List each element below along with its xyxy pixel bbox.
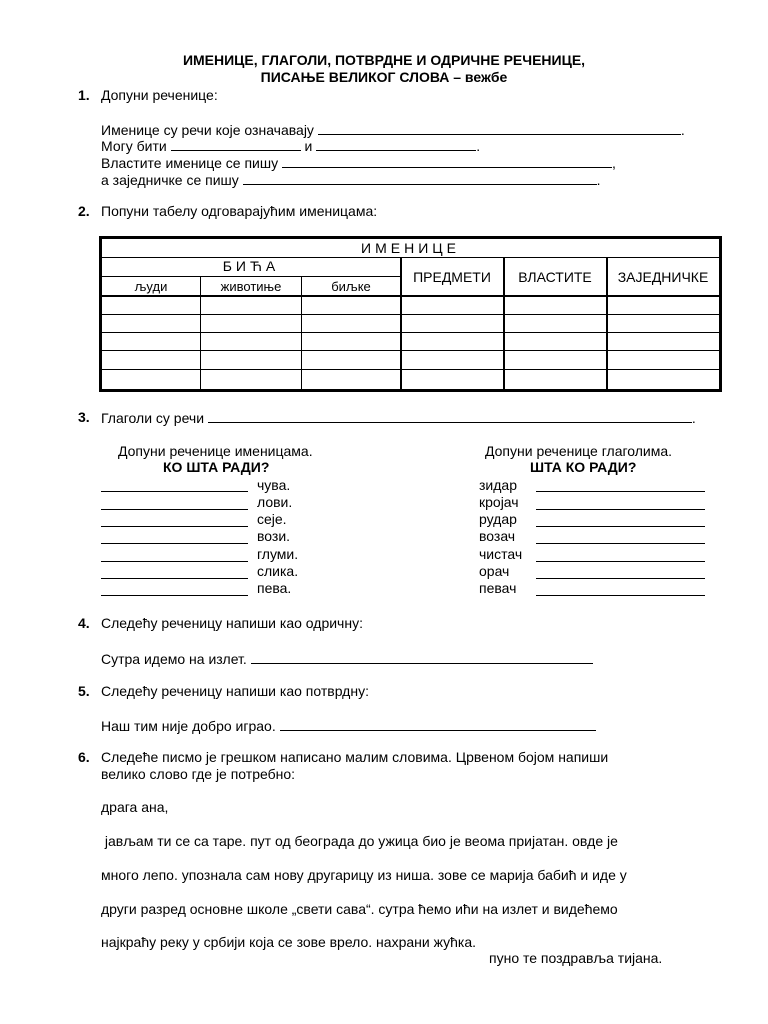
task1-answer-blank-5[interactable]: [243, 171, 597, 185]
task1-line2a-text: Могу бити: [101, 138, 167, 154]
left-question: КО ШТА РАДИ?: [163, 459, 270, 475]
letter-line-3: други разред основне школе „свети сава“. сутра ћемо ићи на излет и видећемо: [101, 901, 618, 917]
noun-blank[interactable]: [101, 491, 248, 492]
title-line-1: ИМЕНИЦЕ, ГЛАГОЛИ, ПОТВРДНЕ И ОДРИЧНЕ РЕЧЕНИЦЕ,: [182, 52, 586, 68]
task1-number: 1.: [78, 87, 90, 103]
table-rule: [102, 314, 719, 315]
verb-blank[interactable]: [536, 543, 705, 544]
task2-prompt: Попуни табелу одговарајућим именицама:: [101, 203, 378, 219]
title-line-2: ПИСАЊЕ ВЕЛИКОГ СЛОВА – вежбе: [260, 69, 508, 85]
task1-answer-blank-3[interactable]: [316, 137, 476, 151]
right-question: ШТА КО РАДИ?: [530, 459, 637, 475]
task6-prompt-line2: велико слово где је потребно:: [101, 766, 296, 782]
task3-number: 3.: [78, 409, 90, 425]
task5-line: [101, 717, 596, 734]
noun-word: рудар: [479, 511, 517, 527]
verb-word: слика.: [257, 563, 299, 579]
letter-greeting: драга ана,: [101, 799, 169, 815]
verb-word: вози.: [257, 528, 291, 544]
letter-line-4: најкраћу реку у србији која се зове врело. нахрани жућка.: [101, 934, 476, 950]
task4-answer-blank[interactable]: [251, 650, 593, 664]
noun-word: кројач: [479, 494, 519, 510]
verb-blank[interactable]: [536, 526, 705, 527]
task1-line1-dot: .: [680, 122, 685, 138]
task3-prompt: Глаголи су речи: [101, 410, 205, 426]
table-subheader-people: људи: [134, 279, 168, 294]
letter-line-1: јављам ти се са таре. пут од београда до ужица био је веома пријатан. овде је: [101, 833, 618, 849]
task5-answer-blank[interactable]: [280, 717, 596, 731]
noun-blank[interactable]: [101, 543, 248, 544]
task1-line3: [101, 154, 616, 171]
table-subheader-plants: биљке: [331, 279, 371, 294]
noun-blank[interactable]: [101, 595, 248, 596]
verb-word: лови.: [257, 494, 293, 510]
noun-blank[interactable]: [101, 509, 248, 510]
noun-word: орач: [479, 563, 510, 579]
task5-prompt: Следећу реченицу напиши као потврдну:: [101, 683, 369, 699]
task1-line4-text: а заједничке се пишу: [101, 172, 239, 188]
table-subheader-animals: животиње: [220, 279, 282, 294]
letter-line-2: много лепо. упознала сам нову другарицу из ниша. зове се марија бабић и иде у: [101, 867, 627, 883]
task3-dot: .: [691, 410, 696, 426]
noun-word: зидар: [479, 477, 517, 493]
task6-prompt-line1: Следеће писмо је грешком написано малим словима. Црвеном бојом напиши: [101, 749, 609, 765]
task3-answer-blank[interactable]: [208, 409, 692, 423]
table-rule: [102, 295, 719, 297]
table-header-proper: ВЛАСТИТЕ: [518, 269, 592, 285]
table-header-objects: ПРЕДМЕТИ: [413, 269, 491, 285]
verb-blank[interactable]: [536, 561, 705, 562]
table-rule: [102, 276, 400, 277]
task4-sentence: Сутра идемо на излет.: [101, 651, 247, 667]
task4-number: 4.: [78, 615, 90, 631]
task1-answer-blank-1[interactable]: [318, 121, 681, 135]
task1-line4-dot: .: [596, 172, 601, 188]
task1-line4: [101, 171, 601, 188]
task2-number: 2.: [78, 203, 90, 219]
table-rule: [102, 332, 719, 333]
letter-closing: пуно те поздравља тијана.: [489, 950, 663, 966]
verb-word: сеје.: [257, 511, 287, 527]
table-rule: [102, 350, 719, 351]
task1-line2-dot: .: [476, 138, 481, 154]
noun-word: чистач: [479, 546, 523, 562]
task3-line: [101, 409, 696, 426]
table-rule: [102, 369, 719, 370]
task4-line: [101, 650, 593, 667]
right-instruction: Допуни реченице глаголима.: [485, 443, 673, 459]
table-header-beings: БИЋА: [222, 258, 280, 274]
task6-number: 6.: [78, 749, 90, 765]
left-instruction: Допуни реченице именицама.: [118, 443, 313, 459]
table-rule: [503, 257, 505, 389]
task1-prompt: Допуни реченице:: [101, 87, 218, 103]
task1-line1-text: Именице су речи које означавају: [101, 122, 314, 138]
task1-line3-comma: ,: [611, 155, 616, 171]
nouns-table: [99, 236, 722, 392]
verb-blank[interactable]: [536, 595, 705, 596]
verb-blank[interactable]: [536, 578, 705, 579]
task1-answer-blank-2[interactable]: [171, 137, 301, 151]
task5-number: 5.: [78, 683, 90, 699]
task4-prompt: Следећу реченицу напиши као одричну:: [101, 615, 363, 631]
noun-word: певач: [479, 580, 517, 596]
verb-word: глуми.: [257, 546, 299, 562]
task5-sentence: Наш тим није добро играо.: [101, 718, 276, 734]
task1-line3-text: Властите именице се пишу: [101, 155, 279, 171]
verb-word: пева.: [257, 580, 292, 596]
verb-word: чува.: [257, 477, 291, 493]
table-rule: [606, 257, 608, 389]
verb-blank[interactable]: [536, 509, 705, 510]
task1-line1: [101, 121, 685, 138]
noun-word: возач: [479, 528, 516, 544]
task1-answer-blank-4[interactable]: [282, 154, 612, 168]
table-rule: [400, 257, 402, 389]
verb-blank[interactable]: [536, 491, 705, 492]
table-header-common: ЗАЈЕДНИЧКЕ: [617, 269, 709, 285]
noun-blank[interactable]: [101, 526, 248, 527]
noun-blank[interactable]: [101, 578, 248, 579]
table-header-nouns: ИМЕНИЦЕ: [361, 240, 460, 256]
task1-line2b-text: и: [304, 138, 313, 154]
table-rule: [301, 277, 302, 389]
task1-line2: [101, 137, 480, 154]
table-rule: [200, 277, 201, 389]
noun-blank[interactable]: [101, 561, 248, 562]
